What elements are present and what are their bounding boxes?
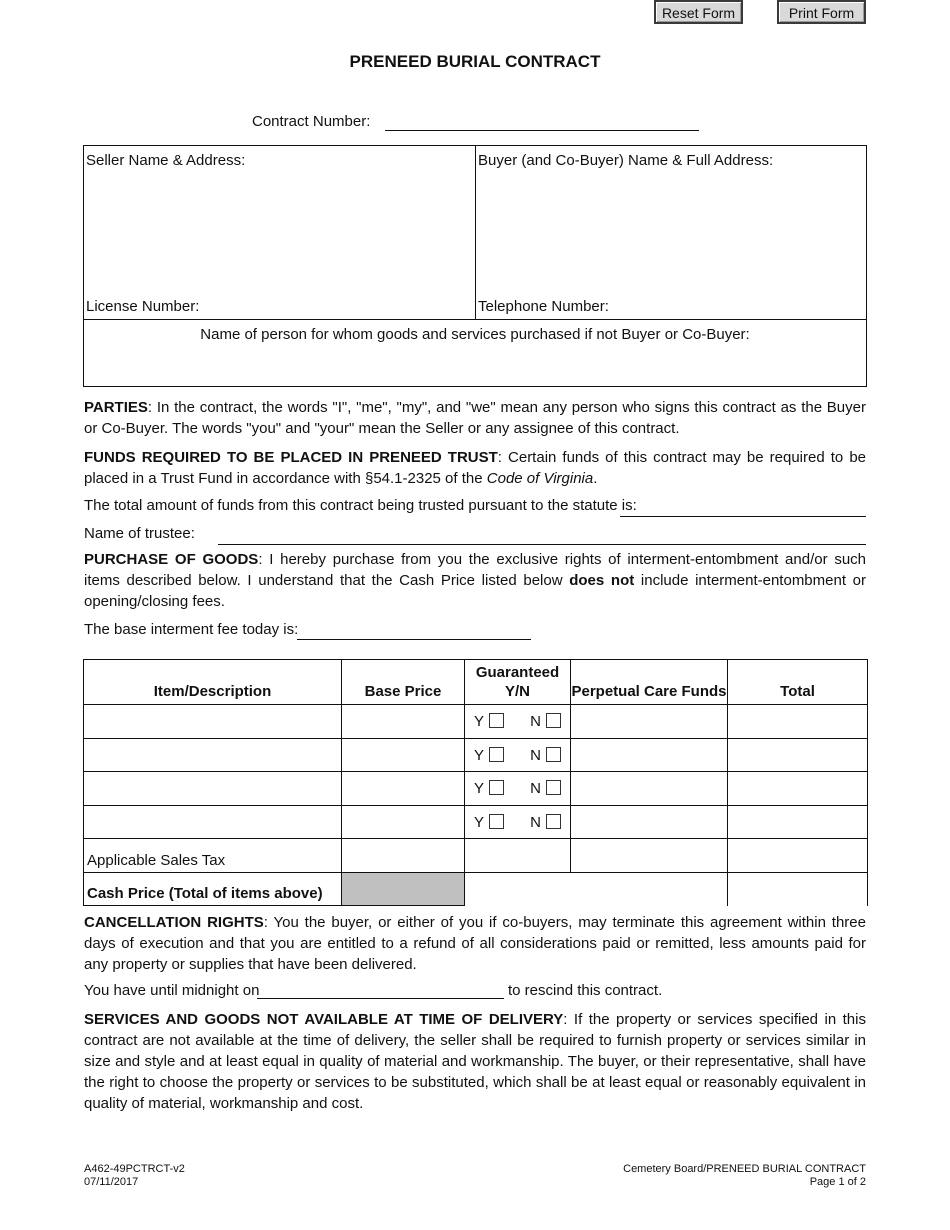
yes-checkbox[interactable] bbox=[489, 747, 504, 762]
base-fee-label: The base interment fee today is: bbox=[84, 621, 299, 638]
no-label: N bbox=[530, 713, 541, 730]
yes-label: Y bbox=[474, 813, 485, 831]
header-item: Item/Description bbox=[84, 660, 342, 705]
header-guaranteed-line2: Y/N bbox=[504, 683, 530, 700]
cash-price-shaded-cell bbox=[342, 873, 465, 906]
footer-left bbox=[84, 1163, 185, 1189]
item-cell[interactable] bbox=[84, 806, 342, 839]
parties-text: : In the contract, the words "I", "me", "my", and "we" mean any person who signs this contract as the Buyer or Co-Buyer. The words "you" and "your" mean the Seller or any assignee of this contract. bbox=[84, 399, 866, 437]
table-row bbox=[84, 705, 868, 739]
table-row bbox=[84, 806, 868, 839]
sales-tax-total-cell[interactable] bbox=[728, 839, 868, 873]
seller-name-address-label: Seller Name & Address: bbox=[86, 152, 246, 169]
base-fee-field[interactable] bbox=[297, 639, 531, 640]
yes-checkbox[interactable] bbox=[489, 780, 504, 795]
purchase-text-1: : I hereby purchase from you the exclusive rights of interment-entombment and/or such items described below. I understand that the Cash Price listed below bbox=[84, 551, 866, 589]
board-name: Cemetery Board/PRENEED BURIAL CONTRACT bbox=[623, 1163, 866, 1175]
column-divider bbox=[475, 145, 476, 319]
header-total: Total bbox=[728, 660, 868, 705]
total-cell[interactable] bbox=[728, 739, 868, 772]
header-guaranteed-line1: Guaranteed bbox=[475, 664, 560, 681]
services-text: : If the property or services specified in this contract are not available at the time of delivery, the seller shall be required to furnish property or services similar in size and style and at least equal in quality of material and workmanship. The buyer, or their representative, shall have the right to choose the property or services to be substituted, which shall be at least equal or reasonably equivalent in quality of material, workmanship and cost. bbox=[84, 1011, 866, 1112]
perpetual-care-cell[interactable] bbox=[571, 705, 728, 739]
yes-label: Y bbox=[474, 713, 485, 730]
total-cell[interactable] bbox=[728, 705, 868, 739]
services-heading: SERVICES AND GOODS NOT AVAILABLE AT TIME OF DELIVERY bbox=[84, 1011, 564, 1028]
page-title: PRENEED BURIAL CONTRACT bbox=[349, 52, 601, 71]
guaranteed-cell bbox=[465, 705, 571, 739]
header-perpetual-care: Perpetual Care Funds bbox=[571, 660, 728, 705]
base-price-cell[interactable] bbox=[342, 806, 465, 839]
purchase-heading: PURCHASE OF GOODS bbox=[84, 551, 259, 568]
form-date: 07/11/2017 bbox=[84, 1176, 139, 1188]
footer-right bbox=[623, 1163, 866, 1189]
guaranteed-cell bbox=[465, 739, 571, 772]
row-divider bbox=[83, 319, 867, 320]
sales-tax-base-cell[interactable] bbox=[342, 839, 465, 873]
cash-price-row bbox=[84, 873, 868, 906]
contract-number-label: Contract Number: bbox=[252, 113, 371, 130]
item-cell[interactable] bbox=[84, 705, 342, 739]
license-number-label: License Number: bbox=[86, 298, 200, 315]
sales-tax-guaranteed-cell bbox=[465, 839, 571, 873]
no-checkbox[interactable] bbox=[546, 780, 561, 795]
table-row bbox=[84, 739, 868, 772]
no-checkbox[interactable] bbox=[546, 713, 561, 728]
funds-text: : Certain funds of this contract may be required to be placed in a Trust Fund in accordance with §54.1-2325 of the bbox=[84, 449, 866, 487]
yes-checkbox[interactable] bbox=[489, 713, 504, 728]
sales-tax-perpetual-cell[interactable] bbox=[571, 839, 728, 873]
item-cell[interactable] bbox=[84, 739, 342, 772]
cancellation-paragraph bbox=[84, 912, 866, 975]
perpetual-care-cell[interactable] bbox=[571, 806, 728, 839]
base-price-cell[interactable] bbox=[342, 772, 465, 806]
perpetual-care-cell[interactable] bbox=[571, 739, 728, 772]
base-price-cell[interactable] bbox=[342, 705, 465, 739]
cancellation-heading: CANCELLATION RIGHTS bbox=[84, 914, 264, 931]
item-cell[interactable] bbox=[84, 772, 342, 806]
table-row bbox=[84, 772, 868, 806]
trustee-label: Name of trustee: bbox=[84, 525, 195, 542]
base-price-cell[interactable] bbox=[342, 739, 465, 772]
trust-total-label: The total amount of funds from this contract being trusted pursuant to the statute is: bbox=[84, 497, 637, 514]
cancellation-text: : You the buyer, or either of you if co-buyers, may terminate this agreement within three days of execution and that you are entitled to a refund of all considerations paid or remitted, less amounts paid for any property or supplies that have been delivered. bbox=[84, 914, 866, 973]
cash-price-label: Cash Price (Total of items above) bbox=[84, 873, 342, 906]
no-checkbox[interactable] bbox=[546, 814, 561, 829]
total-cell[interactable] bbox=[728, 806, 868, 839]
rescind-before-label: You have until midnight on bbox=[84, 982, 260, 999]
rescind-date-field[interactable] bbox=[257, 998, 504, 999]
perpetual-care-cell[interactable] bbox=[571, 772, 728, 806]
goods-table bbox=[83, 659, 868, 906]
guaranteed-cell bbox=[465, 806, 571, 839]
cash-price-total-cell[interactable] bbox=[728, 873, 868, 906]
header-guaranteed bbox=[465, 660, 571, 705]
no-label: N bbox=[530, 813, 541, 831]
funds-paragraph bbox=[84, 447, 866, 489]
purchase-text-2: include interment-entombment or opening/closing fees. bbox=[84, 572, 867, 610]
form-id: A462-49PCTRCT-v2 bbox=[84, 1163, 185, 1175]
trust-total-field[interactable] bbox=[620, 516, 866, 517]
no-label: N bbox=[530, 746, 541, 764]
guaranteed-cell bbox=[465, 772, 571, 806]
parties-paragraph bbox=[84, 397, 866, 439]
yes-label: Y bbox=[474, 780, 485, 797]
print-form-button[interactable]: Print Form bbox=[777, 0, 866, 24]
funds-heading: FUNDS REQUIRED TO BE PLACED IN PRENEED TRUST bbox=[84, 449, 498, 466]
sales-tax-row bbox=[84, 839, 868, 873]
rescind-after-label: to rescind this contract. bbox=[508, 982, 663, 999]
page-number: Page 1 of 2 bbox=[809, 1176, 866, 1188]
code-of-virginia: Code of Virginia bbox=[486, 470, 594, 487]
purchase-does-not: does not bbox=[569, 572, 635, 589]
purchase-paragraph bbox=[84, 549, 866, 612]
services-paragraph bbox=[84, 1009, 866, 1114]
total-cell[interactable] bbox=[728, 772, 868, 806]
table-header-row bbox=[84, 660, 868, 705]
reset-form-button[interactable]: Reset Form bbox=[654, 0, 743, 24]
contract-number-field[interactable] bbox=[385, 130, 699, 131]
sales-tax-label: Applicable Sales Tax bbox=[84, 839, 342, 873]
yes-label: Y bbox=[474, 746, 485, 764]
funds-end: . bbox=[593, 470, 598, 487]
no-label: N bbox=[530, 780, 541, 797]
trustee-field[interactable] bbox=[218, 544, 866, 545]
no-checkbox[interactable] bbox=[546, 747, 561, 762]
cash-price-empty-cell bbox=[465, 873, 728, 906]
telephone-number-label: Telephone Number: bbox=[478, 298, 609, 315]
header-base-price: Base Price bbox=[342, 660, 465, 705]
parties-heading: PARTIES bbox=[84, 399, 148, 416]
yes-checkbox[interactable] bbox=[489, 814, 504, 829]
beneficiary-label: Name of person for whom goods and services purchased if not Buyer or Co-Buyer: bbox=[200, 326, 750, 343]
buyer-name-address-label: Buyer (and Co-Buyer) Name & Full Address: bbox=[478, 152, 774, 169]
